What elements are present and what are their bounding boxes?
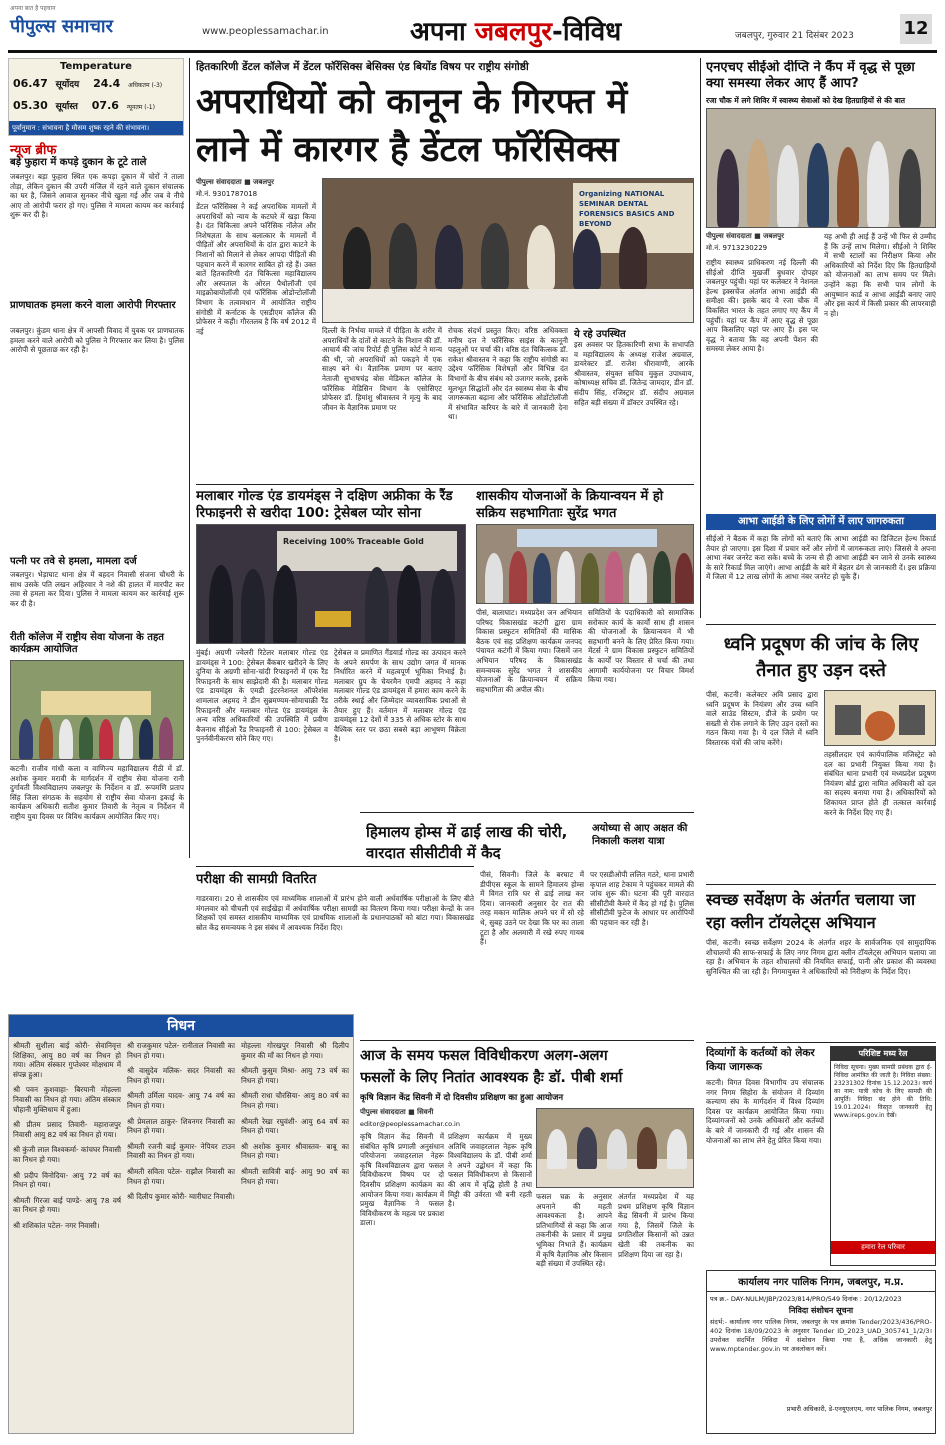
person-figure <box>807 143 829 227</box>
agri-headline-2[interactable]: फसलों के लिए नितांत आवश्यक हैः डॉ. पीबी शर्मा <box>360 1070 623 1086</box>
person-figure <box>717 149 739 227</box>
obituary-item: श्री प्रेमलाल ठाकुर- शिवनगर निवासी का निधन हो गया। <box>127 1116 235 1136</box>
nidhan-col-2 <box>127 1041 235 1431</box>
lead-col-4-title: ये रहे उपस्थित <box>574 329 626 340</box>
weather-box <box>8 58 184 136</box>
paper-tagline: अपना बात है पहचान <box>10 5 56 12</box>
person-figure <box>777 145 799 227</box>
obituary-item: श्रीमती सविता पटेल- राझौल निवासी का निधन हो गया। <box>127 1166 235 1186</box>
agri-col-2: प्रशिक्षण कार्यक्रम में मुख्य अतिथि जवाहरलाल नेहरू कृषि विश्वविद्यालय के डॉ. पीबी शर्मा ने अपने उद्बोधन में कहा कि फसल विविधीकरण से किसानों की आय में वृद्धि होती है तथा मिट्टी की उर्वरता भी बनी रहती है। <box>448 1132 532 1209</box>
person-figure <box>431 569 455 644</box>
person-figure <box>557 551 575 604</box>
lead-col-4: इस अवसर पर हितकारिणी सभा के सभापति व महाविद्यालय के अध्यक्ष राजेश अग्रवाल, डायरेक्टर डॉ. राजेश धीरावाणी, आरके श्रीवास्तव, संयुक्त सचिव मुकुल उपाध्याय, कोषाध्यक्ष सचिव डॉ. जितेन्द्र जामदार, डीन डॉ. संदीप सिंह, रजिस्ट्रार डॉ. संदीप अग्रवाल सहित बड़ी संख्या में डॉक्टर उपस्थित रहे। <box>574 340 694 407</box>
nagar-subtitle: निविदा संशोधन सूचना <box>788 1306 854 1315</box>
agri-email[interactable]: editor@peoplessamachar.co.in <box>360 1120 460 1128</box>
banner-text: Organizing NATIONAL SEMINAR DENTAL FORENSICS BASICS AND BEYOND <box>579 190 675 228</box>
obituary-item: मोहल्ला गोरखपुर निवासी श्री दिलीप कुमार की माँ का निधन हो गया। <box>241 1041 349 1060</box>
agri-col-3: फसल चक्र के अनुसार अपनाने की महती आवश्यकता है। आपने प्रतिभागियों से कहा कि आज तकनीकी के प्रसार में प्रमुख भूमिका निभाते हैं। कार्यक्रम में कृषि वैज्ञानिक और किसान बड़ी संख्या में उपस्थित रहे। <box>536 1192 612 1269</box>
obituary-item: श्रीमती राधा चौरसिया- आयु 80 वर्ष का निधन हो गया। <box>241 1091 349 1110</box>
nha-headline[interactable]: एनएचए सीईओ दीप्ति ने कैंप में वृद्ध से पूछा क्या समस्या लेकर आए हैं आप? <box>706 60 915 91</box>
person-figure <box>607 1129 627 1169</box>
person-figure <box>365 567 389 644</box>
govt-photo <box>476 524 694 604</box>
lead-kicker: हितकारिणी डेंटल कॉलेज में डेंटल फॉरेंसिक्स बेसिक्स एंड बियोंड विषय पर राष्ट्रीय संगोष्ठी <box>196 61 529 73</box>
abha-body: सीईओ ने बैठक में कहा कि लोगों को बताएं कि आभा आईडी का डिजिटल हेल्थ रिकार्ड तैयार हो जाएगा। इस दिशा में प्रचार करें और लोगों में जागरूकता लाएं। जिससे वे अपना आभा नंबर जनरेट करा सके। बच्चे के जन्म से ही आभा आईडी बन जाने से उनके स्वास्थ्य के सारे रिकार्ड मिल जाएंगे। आभा आईडी के बारे में बेहतर ढंग से जानकारी दें। इस प्रक्रिया में जिला में 12 लाख लोगों के आभा नंबर जनरेट हो चुके हैं। <box>706 534 936 582</box>
person-figure <box>485 553 503 604</box>
person-figure <box>547 1129 567 1169</box>
person-figure <box>667 1129 687 1169</box>
govt-banner <box>517 529 657 547</box>
tender-body: निविदा सूचना। मुख्य सामग्री प्रबंधक द्वारा ई-निविदा आमंत्रित की जाती है। निविदा संख्या: 23231302 दिनांक 15.12.2023। कार्य का नाम: यात्री कोच के लिए सामग्री की आपूर्ति। निविदा बंद होने की तिथि: 19.01.2024। विस्तृत जानकारी हेतु www.ireps.gov.in देखें। <box>834 1064 932 1119</box>
obituary-item: श्रीमती सुशीला बाई कोरी- सेवानिवृत्त शिक्षिका, आयु 80 वर्ष का निधन हो गया। अंतिम संस्कार गुप्तेश्वर मोक्षधाम में संपन्न हुआ। <box>13 1041 121 1079</box>
govt-col-2: समितियों के पदाधिकारी को सामाजिक सरोकार कार्य के कार्यों साथ ही शासन की योजनाओं के क्रियान्वयन में भी सहभागी बनने के लिए प्रेरित किया गया। मेंटर्स ने ग्राम विकास प्रस्फुटन समितियों के कार्यों पर विस्तार से चर्चा की तथा आगामी कार्ययोजना पर विचार विमर्श किया गया। <box>588 608 694 685</box>
noise-illustration <box>824 690 936 746</box>
masthead <box>0 0 945 54</box>
malabar-headline[interactable]: मलाबार गोल्ड एंड डायमंड्स ने दक्षिण अफ्रीका के रैंड रिफाइनरी से खरीदा 100: ट्रेसेबल प्योर सोना <box>196 488 453 521</box>
brief-1-title[interactable]: बड़े फुहारा में कपड़े दुकान के टूटे ताले <box>10 157 147 168</box>
obituary-item: श्री वासुदेव मलिक- सदर निवासी का निधन हो गया। <box>127 1066 235 1085</box>
nss-banner <box>41 691 151 715</box>
noise-col-1: पीसं, कटनी। कलेक्टर अवि प्रसाद द्वारा ध्वनि प्रदूषण के नियंत्रण और उच्च ध्वनि वाले साउंड सिस्टम, डीजे के प्रयोग पर सख्ती से रोक लगाने के लिए उड़न दस्तों का गठन किया गया है। ये दल जिले में ध्वनि विस्तारक यंत्रों की जांच करेंगे। <box>706 690 818 747</box>
himalaya-col-2: पर एसडीओपी ललित गठरे, थाना प्रभारी कृपाल शाह टेकाम ने पहुंचकर मामले की जांच शुरू की। घटना की पूरी वारदात सीसीटीवी कैमरे में कैद हो गई है। पुलिस सीसीटीवी फुटेज के आधार पर आरोपियों की पहचान कर रही है। <box>590 870 694 927</box>
person-figure <box>605 551 623 604</box>
max-temp: 24.4 <box>93 77 121 90</box>
stage-table <box>323 289 694 323</box>
malabar-banner-text: Receiving 100% Traceable Gold <box>283 537 424 546</box>
person-figure <box>527 225 555 289</box>
section-rule <box>706 884 936 885</box>
person-figure <box>159 717 173 759</box>
speaker-shape <box>835 705 861 735</box>
section-title <box>410 12 621 48</box>
sunrise-time: 06.47 <box>13 77 48 90</box>
issue-date: जबलपुर, गुरुवार 21 दिसंबर 2023 <box>735 31 854 41</box>
person-figure <box>573 229 601 289</box>
obituary-item: श्री प्रदीप विनोदिया- आयु 72 वर्ष का निधन हो गया। <box>13 1170 121 1190</box>
person-figure <box>899 149 921 227</box>
obituary-item: श्रीमती गिरजा बाई पाण्डे- आयु 78 वर्ष का निधन हो गया। <box>13 1195 121 1215</box>
person-figure <box>241 569 265 644</box>
malabar-banner <box>277 531 457 571</box>
tender-tag: हमारा रेल परिवार <box>831 1241 935 1254</box>
section-rule <box>360 812 694 813</box>
person-figure <box>533 553 551 604</box>
obituary-item: श्रीमती उर्मिला यादव- आयु 74 वर्ष का निधन हो गया। <box>127 1091 235 1110</box>
swachh-body: पीसं, कटनी। स्वच्छ सर्वेक्षण 2024 के अंतर्गत शहर के सार्वजनिक एवं सामुदायिक शौचालयों की साफ-सफाई के लिए नगर निगम द्वारा क्लीन टॉयलेट्स अभियान चलाया जा रहा है। अभियान के तहत शौचालयों की नियमित सफाई, पानी और प्रकाश की व्यवस्था सुनिश्चित की जा रही है। निगमायुक्त ने अधिकारियों को निरीक्षण के निर्देश दिए। <box>706 938 936 976</box>
person-figure <box>79 717 93 759</box>
exam-headline[interactable]: परीक्षा की सामग्री वितरित <box>196 872 317 887</box>
govt-col-1: पीसं, बालाघाट। मध्यप्रदेश जन अभियान परिषद विकासखंड कटंगी द्वारा ग्राम विकास प्रस्फुटन समितियों की मासिक बैठक एवं सह प्रशिक्षण कार्यक्रम जनपद पंचायत कटंगी में किया गया। जिसमें जन अभियान परिषद के विकासखंड समन्वयक सुरेंद्र भगत ने शासकीय योजनाओं के क्रियान्वयन में सक्रिय सहभागिता की अपील की। <box>476 608 582 694</box>
page-number: 12 <box>900 14 932 44</box>
person-figure <box>59 719 73 759</box>
himalaya-col-1: पीसं, सिवनी। जिले के बरघाट में डीपीएस स्कूल के सामने हिमालय होम्स में विगत रात्रि घर से ढाई लाख कर दिया। जानकारी अनुसार देर रात की तरह मकान मालिक अपने घर में सो रहे थे, सुबह उठने पर देखा कि घर का ताला टूटा है और अलमारी में रखे रुपए गायब हैं। <box>480 870 584 947</box>
obituary-item: श्री अशोक कुमार श्रीवास्तव- बाबू का निधन हो गया। <box>241 1141 349 1161</box>
agri-photo <box>536 1108 694 1188</box>
person-figure <box>675 553 693 604</box>
brief-2-title[interactable]: प्राणघातक हमला करने वाला आरोपी गिरफ्तार <box>10 300 176 311</box>
person-figure <box>397 565 421 644</box>
person-figure <box>747 139 769 227</box>
sunrise-label: सूर्योदय <box>55 80 80 90</box>
nagar-body: संदर्भ:- कार्यालय नगर पालिक निगम, जबलपुर के पत्र क्रमांक Tender/2023/436/PRO-402 दिनांक 18/09/2023 के अनुसार Tender ID_2023_UAD_305741_1/2/3। उपरोक्त संदर्भित निविदा में संशोधन किया गया है, अधिक जानकारी हेतु www.mptender.gov.in पर अवलोकन करें। <box>710 1318 932 1353</box>
news-brief-label: न्यूज ब्रीफ <box>10 143 57 158</box>
person-figure <box>209 565 233 644</box>
nagar-ref: पत्र क्र.- DAY-NULM/JBP/2023/814/PRO/549 दिनांक : 20/12/2023 <box>710 1295 902 1303</box>
newspaper-logo[interactable] <box>10 14 160 40</box>
ayodhya-headline[interactable]: अयोध्या से आए अक्षत की निकाली कलश यात्रा <box>592 823 688 847</box>
obituary-item: श्रीमती रेखा रघुवंशी- आयु 64 वर्ष का निधन हो गया। <box>241 1116 349 1136</box>
speaker-shape <box>899 705 925 735</box>
brief-1-body: जबलपुर। बड़ा फुहारा स्थित एक कपड़ा दुकान में चोरों ने ताला तोड़ा, लेकिन दुकान की उपरी मंजिल में रहने वाले दुकान संचालक का घर है, जिसने आवाज सुनकर नीचे खुला गई और जब वे नीचे आए तो आरोपी फरार हो गए। पुलिस ने मामला कायम कर कार्रवाई शुरू कर दी है। <box>10 172 184 220</box>
agri-deck: कृषि विज्ञान केंद्र सिवनी में दो दिवसीय प्रशिक्षण का हुआ आयोजन <box>360 1093 564 1103</box>
lead-headline-2[interactable]: लाने में कारगर है डेंटल फॉरेंसिक्स <box>196 130 619 170</box>
divyang-body: कटनी। विगत दिवस विभागीय उप संचालक नगर निगम सिहोरा के संयोजन में दिव्यांग कल्याण संघ के मार्गदर्शन में विश्व दिव्यांग दिवस पर कार्यक्रम आयोजित किया गया। दिव्यांगजनों को उनके अधिकारों और कर्तव्यों के बारे में जानकारी दी गई और शासन की योजनाओं का लाभ लेने हेतु प्रेरित किया गया। <box>706 1078 824 1145</box>
lead-col-3: रोचक संदर्भ प्रस्तुत किए। वरिष्ठ अधिवक्ता मनीष दत्त ने फॉरेंसिक साइंस के कानूनी पहलुओं पर चर्चा की। वरिष्ठ दंत चिकित्सक डॉ. राकेश श्रीवास्तव ने कहा कि राष्ट्रीय संगोष्ठी का उद्देश्य फॉरेंसिक विशेषज्ञों और विभिन्न दंत विभागों के बीच संबंध को उजागर करके, इसके मूलभूत सिद्धांतों और दंत स्वास्थ्य सेवा के बीच जागरूकता बढ़ाना और फॉरेंसिक ओडोंटोलॉजी में संभावित करियर के बारे में जानकारी देना था। <box>448 326 568 422</box>
nha-deck: रजा चौक में लगे शिविर में स्वास्थ्य सेवाओं को देख हितग्राहियों से की बात <box>706 96 906 105</box>
agri-byline: पीपुल्स संवाददाता ■ सिवनी <box>360 1108 434 1116</box>
agri-headline-1[interactable]: आज के समय फसल विविधीकरण अलग-अलग <box>360 1048 608 1064</box>
person-figure <box>389 223 417 289</box>
nidhan-title: निधन <box>9 1015 353 1037</box>
person-figure <box>577 1127 597 1169</box>
brief-2-body: जबलपुर। कुंडम थाना क्षेत्र में आपसी विवाद में युवक पर प्राणघातक हमला करने वाले आरोपी को पुलिस ने गिरफ्तार कर लिया है। पुलिस आरोपी से पूछताछ कर रही है। <box>10 326 184 355</box>
lead-headline-1[interactable]: अपराधियों को कानून के गिरफ्त में <box>196 82 628 122</box>
nidhan-col-1 <box>13 1041 121 1431</box>
lead-byline: पीपुल्स संवाददाता ■ जबलपुर <box>196 178 274 186</box>
obituary-item: श्रीमती कुसुम मिश्रा- आयु 73 वर्ष का निधन हो गया। <box>241 1066 349 1085</box>
section-rule <box>706 1042 936 1043</box>
nagar-nigam-notice <box>706 1270 936 1434</box>
nidhan-box <box>8 1014 354 1434</box>
col-divider-right <box>700 58 701 618</box>
brief-4-title[interactable]: रीती कॉलेज में राष्ट्रीय सेवा योजना के तहत कार्यक्रम आयोजित <box>10 632 164 655</box>
max-note: अधिकतम (-3) <box>128 82 163 89</box>
nagar-sign: प्रभारी अधिकारी, डे-एनयूएलएम, नगर पालिक निगम, जबलपुर <box>786 1405 932 1413</box>
nha-photo <box>706 108 936 228</box>
person-figure <box>867 141 889 227</box>
person-figure <box>435 225 463 289</box>
divyang-headline[interactable]: दिव्यांगों के कर्तव्यों को लेकर किया जागरूक <box>706 1047 815 1073</box>
brief-3-title[interactable]: पत्नी पर तवे से हमला, मामला दर्ज <box>10 556 137 567</box>
sunset-label: सूर्यास्त <box>55 102 78 112</box>
person-figure <box>39 717 53 759</box>
weather-title: Temperature <box>60 61 132 72</box>
website-url[interactable]: www.peoplessamachar.in <box>202 26 329 37</box>
section-city: जबलपुर <box>474 17 553 47</box>
masthead-rule <box>8 50 937 53</box>
railway-tender <box>830 1046 936 1266</box>
malabar-photo <box>196 524 466 644</box>
agri-col-1: कृषि विज्ञान केंद्र सिवनी में संबंधित कृषि प्रणाली अनुसंधान परियोजना जवाहरलाल नेहरू कृषि विश्वविद्यालय द्वारा फसल विविधीकरण विषय पर दो दिवसीय प्रशिक्षण कार्यक्रम का आयोजन किया गया। कार्यक्रम में प्रमुख वैज्ञानिक ने फसल विविधीकरण के महत्व पर प्रकाश डाला। <box>360 1132 444 1228</box>
person-figure <box>509 551 527 604</box>
person-figure <box>629 553 647 604</box>
nha-byline: पीपुल्स संवाददाता ■ जबलपुर <box>706 232 784 240</box>
weather-row-2 <box>13 99 181 117</box>
weather-row-1 <box>13 77 181 95</box>
lead-col-1: डेंटल फॉरेंसिक्स ने कई अपराधिक मामलों में अपराधियों को न्याय के कटघरे में खड़ा किया है। दंत चिकित्सा अपने फॉरेंसिक नॉलेज और निशेषज्ञता के साथ बलात्कार के मामलों में पीड़ितों और अपराधियों के दांत द्वारा काटने के निशानों को मिलाने से लेकर आपदा पीड़ितों की पहचान करने में कारगर साबित हो रहे हैं। उक्त बातें हितकारिणी दंत चिकित्सा महाविद्यालय और अस्पताल के ओरल पैथोलॉजी एवं माइक्रोबायोलॉजी एवं फॉरेंसिक ओडोन्टोलॉजी विभाग के तत्वावधान में आयोजित राष्ट्रीय संगोष्ठी में कर्नाटक के एसडीएम कॉलेज की प्रोफेसर ने कही। गौरतलब है कि वर्ष 2012 में नई <box>196 202 316 336</box>
person-figure <box>99 719 113 759</box>
swachh-headline[interactable]: स्वच्छ सर्वेक्षण के अंतर्गत चलाया जा रहा क्लीन टॉयलेट्स अभियान <box>706 890 916 932</box>
malabar-col-1: मुंबई। अग्रणी ज्वेलरी रिटेलर मलाबार गोल्ड एंड डायमंड्स ने 100: ट्रेसेबल बैंकबार खरीदने के लिए दुनिया के अग्रणी सोना-चांदी रिफाइनरों में एक रैंड रिफाइनरी के साथ साझेदारी की है। मलाबार गोल्ड एंड डायमंड्स के एमडी इंटरनेशनल ऑपरेशंस शामलाल अहमद ने डीन सुब्रमण्यम-सोमाचाक्री रैंड रिफाइनरी और मलाबार गोल्ड एंड डायमंड्स के अन्य वरिष्ठ अधिकारियों की उपस्थिति में प्रवीण बैजनाथ सीईओ रैंड रिफाइनरी से 100: ट्रेसेबल व पुनर्नवीनीकरण सोने किए गए। <box>196 648 328 744</box>
malabar-col-2: ट्रेसेबल व प्रमाणित गैंडयार्ड गोल्ड का उत्पादन करने के अपने समर्पण के साथ उद्योग जगत में मानक निर्धारित करने में महत्वपूर्ण भूमिका निभाई है। मलाबार ग्रुप के चेयरमैन एमपी अहमद ने कहा मलाबार गोल्ड एंड डायमंड्स में हमारा काम करने के तरीके स्थाई और जिम्मेदार व्यावसायिक प्रथाओं से तैयार हुए हैं। वर्तमान में मलाबार गोल्ड एंड डायमंड्स 12 देशों में 335 से अधिक स्टोर के साथ वैश्विक स्तर पर छठा सबसे बड़ा आभूषण विक्रेता है। <box>334 648 466 744</box>
paper-name: पीपुल्स समाचार <box>10 16 113 37</box>
govt-headline[interactable]: शासकीय योजनाओं के क्रियान्वयन में हो सक्रिय सहभागिताः सुरेंद्र भगत <box>476 489 664 521</box>
brief-4-body: कटनी। राजीव गांधी कला व वाणिज्य महाविद्यालय रीठी में डॉ. अशोक कुमार मरावी के मार्गदर्शन में राष्ट्रीय सेवा योजना रानी दुर्गावती विश्वविद्यालय जबलपुर के निर्देशन व डॉ. रूपमणि प्रताप सिंह जिला संगठक के सहयोग से राष्ट्रीय सेवा योजना इकाई के कार्यक्रम अधिकारी सतीश कुमार तिवारी के नेतृत्व व निर्देशन में राष्ट्रीय युवा दिवस पर विविध कार्यक्रम आयोजित किए गए। <box>10 764 184 821</box>
person-figure <box>837 147 859 227</box>
obituary-item: श्री दिलीप कुमार कोरी- ग्वारीघाट निवासी। <box>127 1192 235 1202</box>
person-figure <box>119 717 133 759</box>
nha-col-2: यह अभी ही आई हैं उन्हें भी फिर से उम्मीद हैं कि उन्हें लाभ मिलेगा। सीईओ ने शिविर में सभी स्टालों का निरीक्षण किया और अधिकारियों को निर्देश दिए कि हितग्राहियों को योजनाओं का लाभ समय पर मिले। उन्होंने कहा कि सभी पात्र लोगों के आयुष्मान कार्ड व आभा आईडी बनाए जाएं और इस कार्य में किसी प्रकार की लापरवाही न हो। <box>824 232 936 318</box>
abha-title[interactable]: आभा आईडी के लिए लोगों में लाए जागरुकता <box>706 514 936 530</box>
person-figure <box>653 551 671 604</box>
obituary-item: श्री पवन कुशवाहा- बिरयानी मोहल्ला निवासी का निधन हो गया। अंतिम संस्कार चौहानी मुक्तिधाम में हुआ। <box>13 1085 121 1114</box>
agri-col-4: अंतर्गत मध्यप्रदेश में यह प्रथम प्रशिक्षण कृषि विज्ञान केंद्र सिवनी में प्रारंभ किया गया है, जिसमें जिले के प्रगतिशील किसानों को उन्नत खेती की तकनीक का प्रशिक्षण दिया जा रहा है। <box>618 1192 694 1259</box>
himalaya-headline[interactable]: हिमालय होम्स में ढाई लाख की चोरी, वारदात सीसीटीवी में कैद <box>366 823 568 862</box>
nha-contact: मो.नं. 9713230229 <box>706 244 768 252</box>
person-figure <box>139 719 153 759</box>
section-suffix: -विविध <box>552 17 622 47</box>
person-figure <box>481 223 509 289</box>
exam-body: गाडरवारा। 20 से शासकीय एवं माध्यमिक शालाओं में प्रारंभ होने वाली अर्धवार्षिक परीक्षाओं के लिए बीते मंगलवार को चीचली एवं साईंखेड़ा में अर्धवार्षिक परीक्षा सामग्री का वितरण किया गया। परीक्षा केन्द्रों के जन शिक्षकों एवं समस्त शासकीय माध्यमिक एवं प्राथमिक शालाओं के प्रधानपाठकों को बांटा गया। विकासखंड स्रोत केंद्र समन्वयक ने इस संबंध में आवश्यक निर्देश दिए। <box>196 894 474 932</box>
sunset-time: 05.30 <box>13 99 48 112</box>
section-rule <box>360 1040 694 1041</box>
noise-headline[interactable]: ध्वनि प्रदूषण की जांच के लिए तैनात हुए उड़न दस्ते <box>723 634 919 681</box>
col-divider-left <box>189 58 190 858</box>
nagar-title: कार्यालय नगर पालिक निगम, जबलपुर, म.प्र. <box>707 1271 935 1292</box>
person-figure <box>343 227 371 289</box>
obituary-item: श्री शशिकांत पटेल- नगर निवासी। <box>13 1220 100 1230</box>
nidhan-col-3 <box>241 1041 349 1431</box>
person-figure <box>273 565 297 644</box>
noise-col-2: तहसीलदार एवं कार्यपालिक मजिस्ट्रेट को दल का प्रभारी नियुक्त किया गया है। संबंधित थाना प्रभारी एवं मध्यप्रदेश प्रदूषण नियंत्रण बोर्ड द्वारा नामित अधिकारी को दल का सदस्य बनाया गया है। अधिकारियों को शिकायत प्राप्त होते ही तत्काल कार्रवाई करने के निर्देश दिए गए हैं। <box>824 750 936 817</box>
person-figure <box>637 1127 657 1169</box>
obituary-item: श्री प्रीतम प्रसाद तिवारी- महाराजपुर निवासी आयु 82 वर्ष का निधन हो गया। <box>13 1120 121 1139</box>
lead-contact: मो.नं. 9301787018 <box>196 190 258 198</box>
tender-title: परिशिष्ट मध्य रेल <box>831 1047 935 1061</box>
min-note: न्यूनतम (-1) <box>126 104 155 111</box>
gold-bars <box>315 611 351 627</box>
section-prefix: अपना <box>410 17 466 47</box>
nha-col-1: राष्ट्रीय स्वास्थ्य प्राधिकरण नई दिल्ली की सीईओ दीप्ति मुखर्जी बुधवार दोपहर जबलपुर पहुंची। यहां पर कलेक्टर ने नेशनल हेल्थ इक्सचेंज अंतर्गत आभा आईडी की समीक्षा की। इसके बाद वे रजा चौक में विकसित भारत के तहत लगाए गए कैंप में पहुंचीं। यहां पर कैंप में आए वृद्ध से पूछा आप किसलिए यहां पर आए हैं। इस पर वृद्ध ने बताया कि वह अपनी पेंशन की समस्या लेकर आया है। <box>706 258 818 354</box>
person-figure <box>619 227 647 289</box>
section-rule <box>196 866 474 867</box>
nss-event-photo <box>10 660 184 760</box>
crowd-shape <box>865 711 895 741</box>
seminar-photo <box>322 178 694 323</box>
obituary-item: श्री कुंजी लाल विश्वकर्मा- कांचघर निवासी का निधन हो गया। <box>13 1145 121 1164</box>
section-rule <box>196 484 694 485</box>
obituary-item: श्रीमती रजनी बाई कुमार- नेपियर टाउन निवासी का निधन हो गया। <box>127 1141 235 1161</box>
person-figure <box>19 719 33 759</box>
obituary-item: श्री राजकुमार पटेल- रानीताल निवासी का निधन हो गया। <box>127 1041 235 1060</box>
brief-3-body: जबलपुर। भेड़ाघाट थाना क्षेत्र में बहदन निवासी संजना चौधरी के साथ उसके पति लखन अहिरवार ने नशे की हालत में मारपीट कर तवा से हमला कर दिया। पुलिस ने मामला कायम कर कार्रवाई शुरू कर दी है। <box>10 570 184 608</box>
weather-forecast: पूर्वानुमान : संभावना है मौसम शुष्क रहने की संभावना। <box>9 121 183 135</box>
person-figure <box>581 553 599 604</box>
obituary-item: श्रीमती सावित्री बाई- आयु 90 वर्ष का निधन हो गया। <box>241 1166 349 1186</box>
section-rule <box>706 624 936 625</box>
lead-col-2: दिल्ली के निर्भया मामले में पीड़िता के शरीर में अपराधियों के दांतों से काटने के निशान की डॉ. आचार्य की जांच रिपोर्ट ही पुलिस कोर्ट ने मान्य की थी, जो अपराधियों को पकड़ने में एक साक्ष्य बने थे। वैज्ञानिक प्रमाण पर बताए नेताजी सुभाषचंद्र बोस मेडिकल कॉलेज के फॉरेंसिक मेडिसिन विभाग के एसोसिएट प्रोफेसर डॉ. हिमांशु श्रीवास्तव ने मृत्यु के बाद जीवन के वैज्ञानिक प्रमाण पर <box>322 326 442 412</box>
min-temp: 07.6 <box>91 99 119 112</box>
